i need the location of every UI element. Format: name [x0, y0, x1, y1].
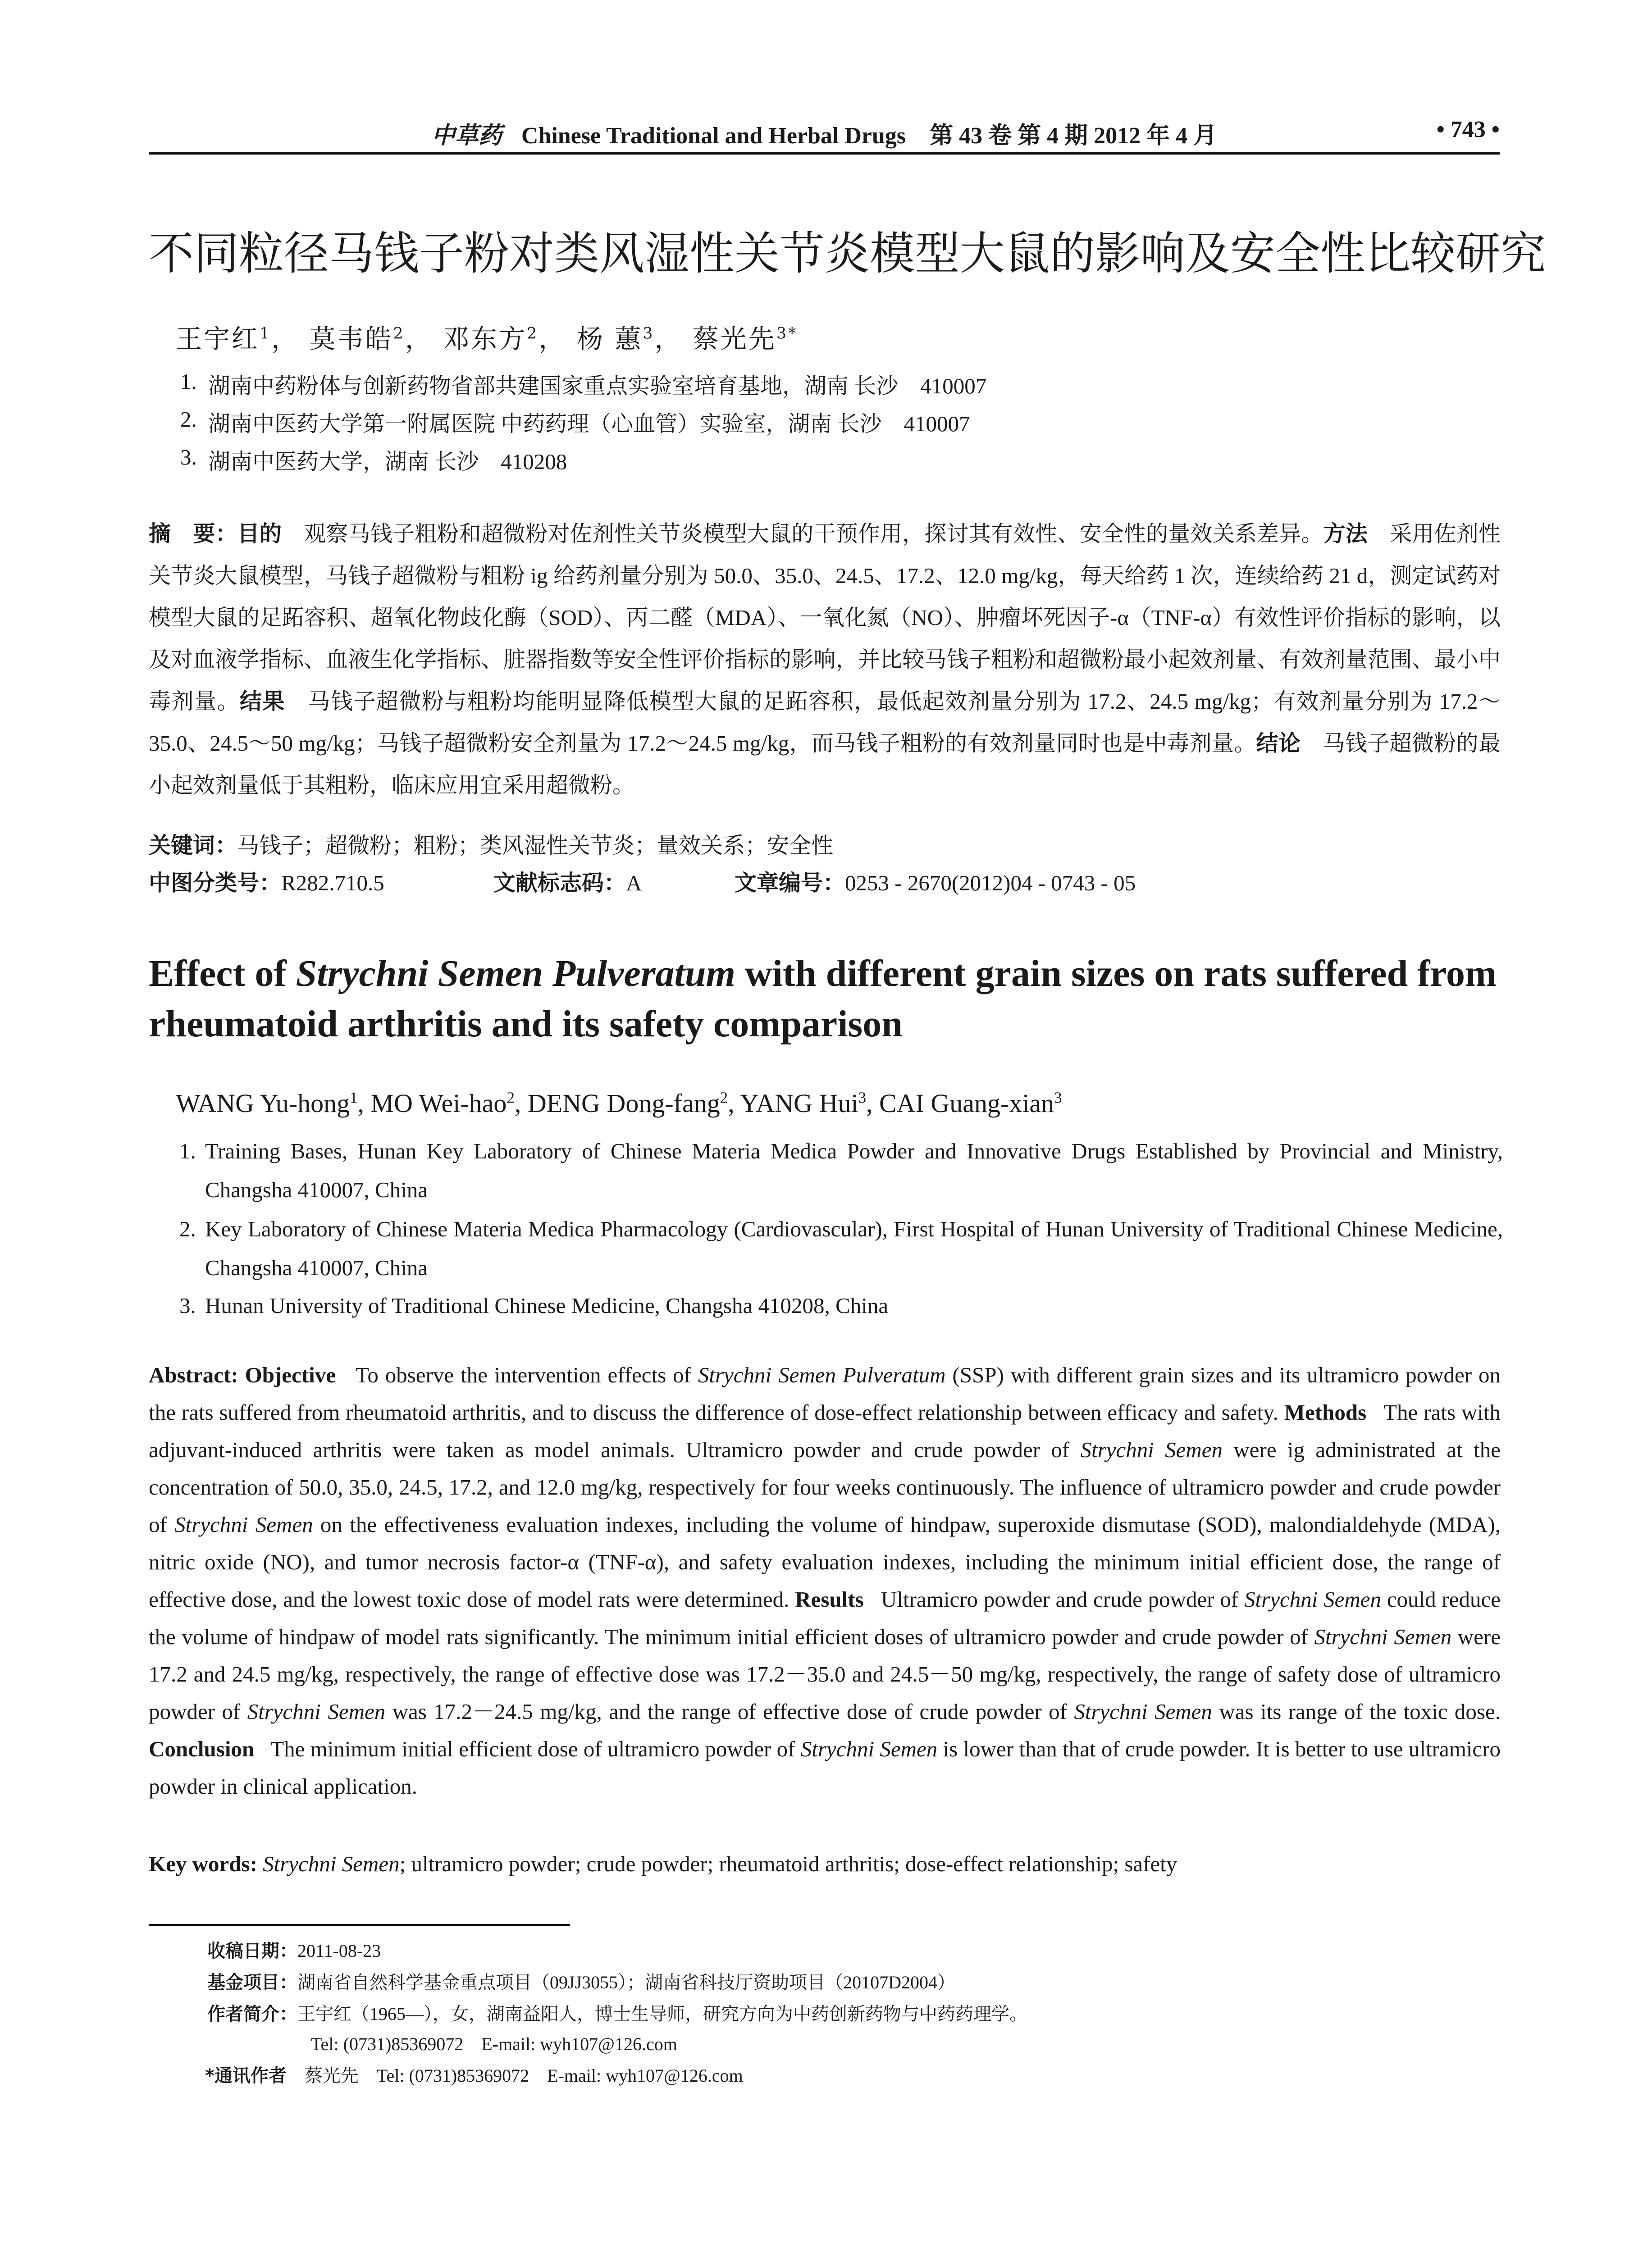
- keywords-en: Key words: Strychni Semen; ultramicro powder; crude powder; rheumatoid arthritis; dose-effect relationship; safety: [149, 1851, 1177, 1876]
- species-name: Strychni Semen Pulveratum: [698, 1363, 946, 1387]
- text-run: was its range of the toxic dose.: [1212, 1699, 1501, 1724]
- text-run: was 17.2－24.5 mg/kg, and the range of effective dose of crude powder of: [385, 1699, 1074, 1724]
- text-run: is lower than that of crude powder. It is better to use ultramicro powder in clinical application.: [149, 1737, 1501, 1799]
- abstract-label-cn: 摘 要：: [149, 521, 237, 547]
- species-name: Strychni Semen: [247, 1699, 386, 1724]
- abstract-label-en: Abstract:: [149, 1363, 238, 1387]
- document-code: 文献标志码：A: [493, 870, 642, 896]
- author-cn: 邓东方$^2$: [443, 324, 539, 354]
- journal-name-en: Chinese Traditional and Herbal Drugs: [521, 123, 906, 149]
- text-run: (SSP) with different grain sizes and its ultramicro powder on the rats suffered from rheumatoid arthritis, and to discuss the difference of dose-effect relationship between efficacy and safety.: [149, 1363, 1501, 1425]
- text-run: The minimum initial efficient dose of ultramicro powder of: [270, 1737, 801, 1761]
- author-cn: 杨 蕙$^3$: [576, 324, 655, 354]
- author-en: WANG Yu-hong$^1$: [176, 1089, 358, 1118]
- footnote-corresponding: *通讯作者 蔡光先 Tel: (0731)85369072 E-mail: wyh107@126.com: [205, 2065, 743, 2086]
- conclusion-label-cn: 结论: [1256, 730, 1301, 756]
- affiliation-cn: 3. 湖南中医药大学，湖南 长沙 410208: [180, 445, 567, 474]
- conclusion-label-en: Conclusion: [149, 1737, 255, 1761]
- author-en: MO Wei-hao$^2$: [370, 1089, 515, 1118]
- author-en: YANG Hui$^3$: [739, 1089, 866, 1118]
- text-run: To observe the intervention effects of: [355, 1363, 698, 1387]
- species-name: Strychni Semen: [174, 1512, 313, 1537]
- affiliation-cn: 2. 湖南中医药大学第一附属医院 中药药理（心血管）实验室，湖南 长沙 410007: [180, 407, 970, 436]
- footnote-divider: [149, 1924, 570, 1926]
- title-cn: 不同粒径马钱子粉对类风湿性关节炎模型大鼠的影响及安全性比较研究: [149, 227, 1546, 280]
- journal-header: [149, 116, 1500, 150]
- text-run: could reduce the volume of hindpaw of model rats significantly. The minimum initial efficient doses of ultramicro powder and crude powder of: [149, 1587, 1501, 1649]
- species-name: Strychni Semen: [1074, 1699, 1212, 1724]
- results-label-en: Results: [795, 1587, 864, 1612]
- text-run: were 17.2 and 24.5 mg/kg, respectively, the range of effective dose was 17.2－35.0 and 24.5－50 mg/kg, respectively, the range of safety dose of ultramicro powder of: [149, 1624, 1501, 1724]
- methods-label-en: Methods: [1284, 1400, 1367, 1425]
- abstract-en: [149, 1356, 1501, 1805]
- species-name: Strychni Semen: [1314, 1624, 1452, 1649]
- author-cn: 莫韦皓$^2$: [309, 324, 405, 354]
- conclusion-en: [149, 1737, 1501, 1799]
- article-number: 文章编号：0253 - 2670(2012)04 - 0743 - 05: [735, 870, 1136, 896]
- text-run: The rats with adjuvant-induced arthritis were taken as model animals. Ultramicro powder and crude powder of: [149, 1400, 1501, 1462]
- footnote-author-bio: 作者简介：王宇红（1965—），女，湖南益阳人，博士生导师，研究方向为中药创新药物与中药药理学。: [207, 2004, 1027, 2024]
- title-en: Effect of Strychni Semen Pulveratum with different grain sizes on rats suffered from rheumatoid arthritis and its safety comparison: [149, 953, 1497, 1045]
- species-name: Strychni Semen: [800, 1737, 938, 1761]
- footnote-author-contact: Tel: (0731)85369072 E-mail: wyh107@126.com: [311, 2034, 677, 2054]
- author-en: DENG Dong-fang$^2$: [527, 1089, 728, 1118]
- objective-cn: 观察马钱子粗粉和超微粉对佐剂性关节炎模型大鼠的干预作用，探讨其有效性、安全性的量效关系差异。: [304, 521, 1323, 546]
- methods-label-cn: 方法: [1323, 521, 1368, 547]
- affiliation-en: 2. Key Laboratory of Chinese Materia Medica Pharmacology (Cardiovascular), First Hospital of Hunan University of Traditional Chinese Medicine, Changsha 410007, China: [179, 1217, 1503, 1280]
- journal-name-cn: 中草药: [431, 123, 502, 149]
- classification-code: 中图分类号：R282.710.5: [149, 870, 384, 896]
- species-name: Strychni Semen: [1080, 1437, 1223, 1462]
- author-en: CAI Guang-xian$^3$: [879, 1089, 1062, 1118]
- conclusion-cn: 马钱子超微粉的最小起效剂量低于其粗粉，临床应用宜采用超微粉。: [149, 731, 1501, 798]
- author-cn: 王宇红$^1$: [176, 324, 272, 354]
- author-cn: 蔡光先$^{3*}$: [692, 324, 798, 354]
- footnote-received: 收稿日期：2011-08-23: [207, 1941, 381, 1961]
- species-name: Strychni Semen: [1244, 1587, 1381, 1612]
- abstract-cn: [149, 513, 1501, 806]
- results-cn: 马钱子超微粉与粗粉均能明显降低模型大鼠的足跖容积，最低起效剂量分别为 17.2、24.5 mg/kg；有效剂量分别为 17.2～35.0、24.5～50 mg/kg；马钱子超微粉安全剂量为 17.2～24.5 mg/kg，而马钱子粗粉的有效剂量同时也是中毒剂量。: [149, 689, 1501, 756]
- footnote-fund: 基金项目：湖南省自然科学基金重点项目（09JJ3055）；湖南省科技厅资助项目（20107D2004）: [207, 1972, 956, 1993]
- objective-label-en: Objective: [245, 1363, 336, 1387]
- methods-en: [149, 1400, 1501, 1612]
- running-header: [149, 116, 1500, 155]
- authors-cn: 王宇红$^1$， 莫韦皓$^2$， 邓东方$^2$， 杨 蕙$^3$， 蔡光先$^{3*}$: [176, 324, 798, 354]
- affiliation-en: 1. Training Bases, Hunan Key Laboratory of Chinese Materia Medica Powder and Innovative Drugs Established by Provincial and Ministry, Changsha 410007, China: [179, 1139, 1503, 1202]
- affiliation-en: 3. Hunan University of Traditional Chinese Medicine, Changsha 410208, China: [179, 1293, 889, 1318]
- affiliation-cn: 1. 湖南中药粉体与创新药物省部共建国家重点实验室培育基地，湖南 长沙 410007: [180, 369, 987, 398]
- text-run: on the effectiveness evaluation indexes, including the volume of hindpaw, superoxide dismutase (SOD), malondialdehyde (MDA), nitric oxide (NO), and tumor necrosis factor-α (TNF-α), and safety evaluation indexes, including the minimum initial efficient dose, the range of effective dose, and the lowest toxic dose of model rats were determined.: [149, 1512, 1501, 1612]
- keywords-cn: 关键词：马钱子；超微粉；粗粉；类风湿性关节炎；量效关系；安全性: [149, 833, 834, 858]
- results-label-cn: 结果: [239, 688, 285, 714]
- methods-cn: 采用佐剂性关节炎大鼠模型，马钱子超微粉与粗粉 ig 给药剂量分别为 50.0、35.0、24.5、17.2、12.0 mg/kg，每天给药 1 次，连续给药 21 d，测定试药对模型大鼠的足跖容积、超氧化物歧化酶（SOD）、丙二醛（MDA）、一氧化氮（NO）、肿瘤坏死因子-α（TNF-α）有效性评价指标的影响，以及对血液学指标、血液生化学指标、脏器指数等安全性评价指标的影响，并比较马钱子粗粉和超微粉最小起效剂量、有效剂量范围、最小中毒剂量。: [149, 521, 1501, 714]
- objective-label-cn: 目的: [237, 521, 282, 547]
- authors-en: WANG Yu-hong$^1$, MO Wei-hao$^2$, DENG Dong-fang$^2$, YANG Hui$^3$, CAI Guang-xian$^3$: [176, 1089, 1062, 1118]
- page-number: • 743 •: [1436, 117, 1500, 142]
- journal-issue: 第 43 卷 第 4 期 2012 年 4 月: [930, 123, 1217, 149]
- text-run: were ig administrated at the concentration of 50.0, 35.0, 24.5, 17.2, and 12.0 mg/kg, respectively for four weeks continuously. The influence of ultramicro powder and crude powder of: [149, 1437, 1501, 1537]
- text-run: Ultramicro powder and crude powder of: [881, 1587, 1245, 1612]
